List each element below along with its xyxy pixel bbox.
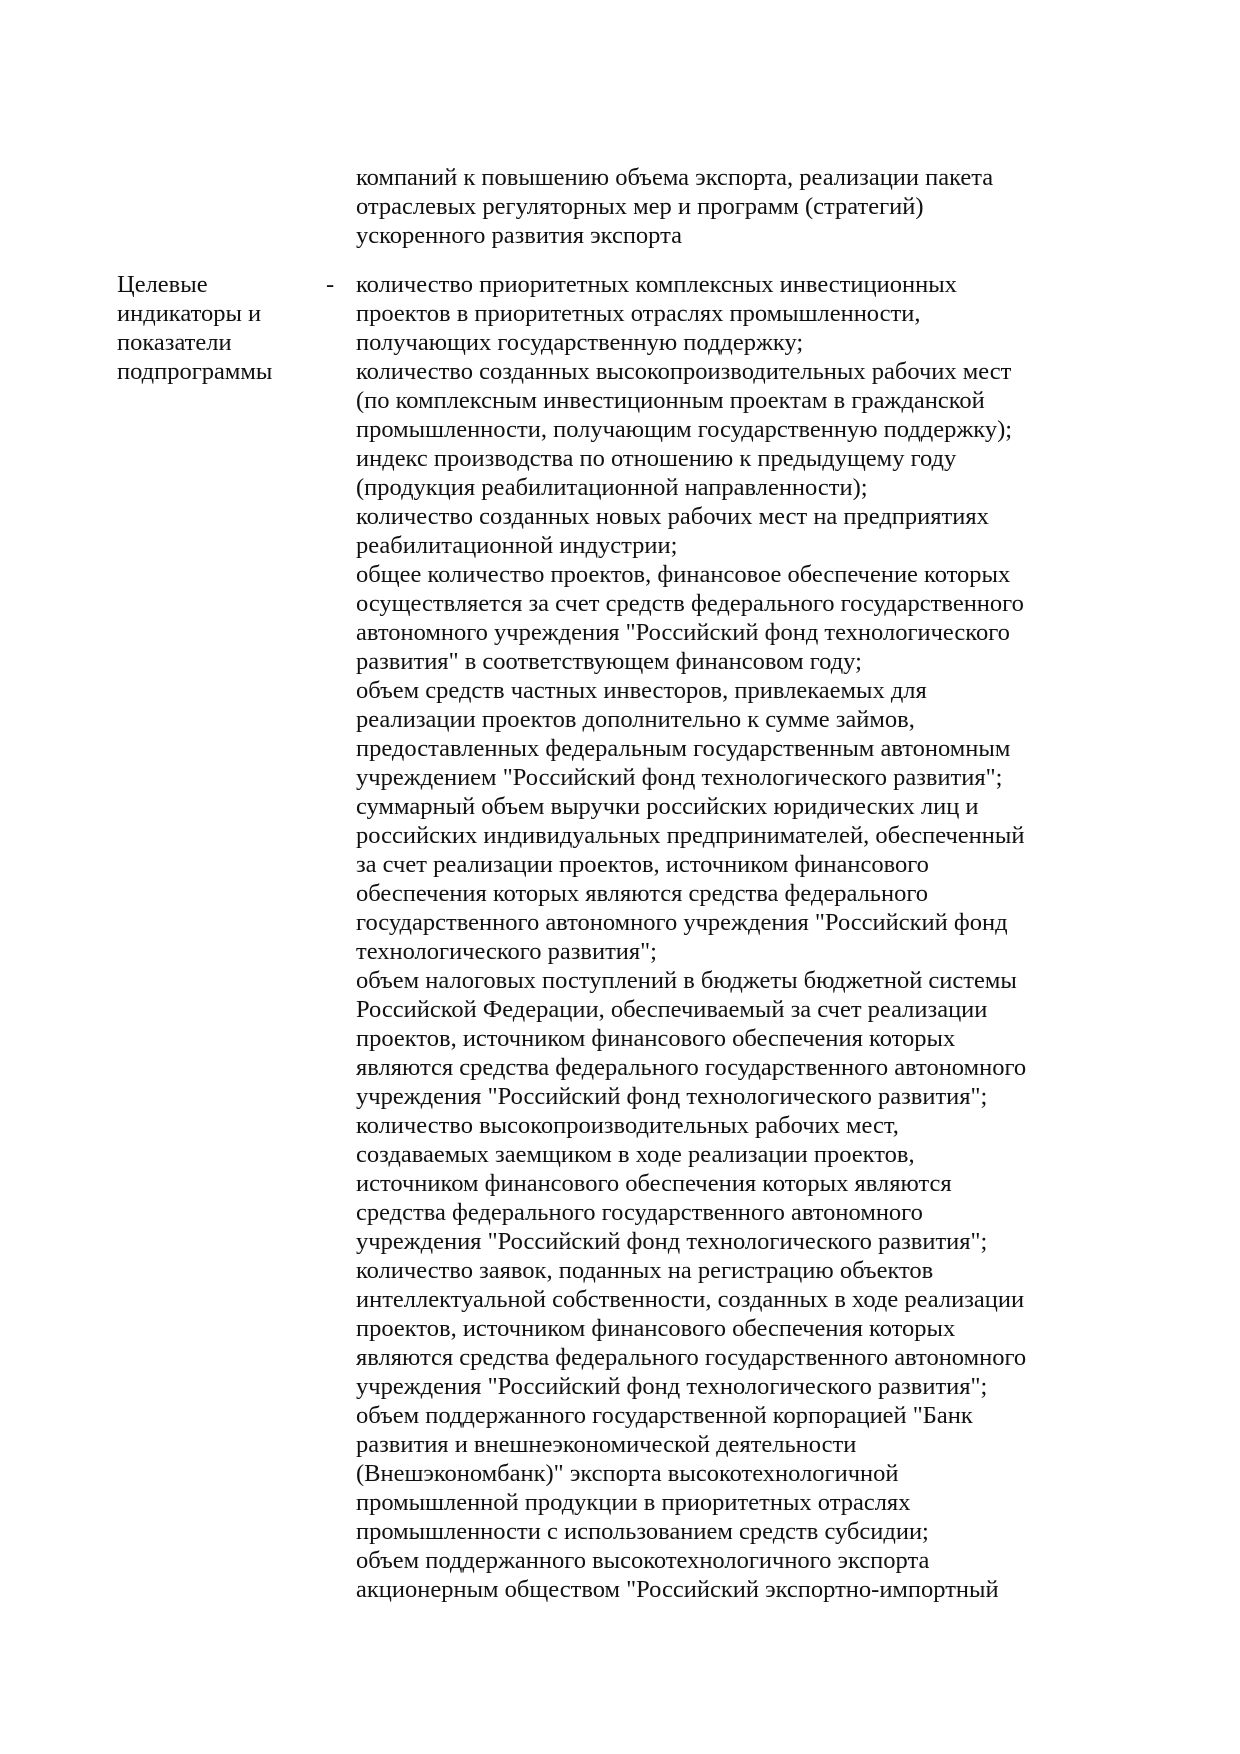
text-line: компаний к повышению объема экспорта, реализации пакета <box>356 164 994 191</box>
content-line: промышленной продукции в приоритетных отраслях <box>356 1489 911 1516</box>
content-line: учреждения "Российский фонд технологического развития"; <box>356 1373 988 1400</box>
content-line: автономного учреждения "Российский фонд технологического <box>356 619 1010 646</box>
content-line: обеспечения которых являются средства федерального <box>356 880 929 907</box>
content-line: количество приоритетных комплексных инвестиционных <box>356 271 957 298</box>
content-line: проектов, источником финансового обеспечения которых <box>356 1025 956 1052</box>
content-line: реализации проектов дополнительно к сумме займов, <box>356 706 915 733</box>
content-line: предоставленных федеральным государственным автономным <box>356 735 1011 762</box>
text-line: отраслевых регуляторных мер и программ (стратегий) <box>356 193 924 220</box>
content-line: учреждения "Российский фонд технологического развития"; <box>356 1083 988 1110</box>
content-line: количество созданных высокопроизводительных рабочих мест <box>356 358 1012 385</box>
content-line: объем поддержанного государственной корпорацией "Банк <box>356 1402 973 1429</box>
content-line: акционерным обществом "Российский экспортно-импортный <box>356 1576 999 1603</box>
content-line: индекс производства по отношению к предыдущему году <box>356 445 957 472</box>
content-line: являются средства федерального государственного автономного <box>356 1344 1027 1371</box>
content-line: интеллектуальной собственности, созданных в ходе реализации <box>356 1286 1025 1313</box>
content-line: промышленности с использованием средств субсидии; <box>356 1518 929 1545</box>
section-label <box>117 270 272 386</box>
continuation-text <box>356 163 993 250</box>
content-line: за счет реализации проектов, источником финансового <box>356 851 929 878</box>
content-line: создаваемых заемщиком в ходе реализации проектов, <box>356 1141 915 1168</box>
content-line: осуществляется за счет средств федерального государственного <box>356 590 1024 617</box>
separator-dash: - <box>326 271 335 298</box>
content-line: Российской Федерации, обеспечиваемый за счет реализации <box>356 996 988 1023</box>
content-line: являются средства федерального государственного автономного <box>356 1054 1027 1081</box>
content-line: суммарный объем выручки российских юридических лиц и <box>356 793 979 820</box>
content-line: количество высокопроизводительных рабочих мест, <box>356 1112 899 1139</box>
text-line: ускоренного развития экспорта <box>356 222 682 249</box>
content-line: реабилитационной индустрии; <box>356 532 678 559</box>
content-line: средства федерального государственного автономного <box>356 1199 923 1226</box>
label-line: подпрограммы <box>117 358 273 385</box>
content-line: (Внешэкономбанк)" экспорта высокотехнологичной <box>356 1460 899 1487</box>
content-line: объем налоговых поступлений в бюджеты бюджетной системы <box>356 967 1017 994</box>
content-line: общее количество проектов, финансовое обеспечение которых <box>356 561 1011 588</box>
content-line: проектов, источником финансового обеспечения которых <box>356 1315 956 1342</box>
content-line: государственного автономного учреждения "Российский фонд <box>356 909 1008 936</box>
content-line: развития и внешнеэкономической деятельности <box>356 1431 857 1458</box>
label-line: индикаторы и <box>117 300 262 327</box>
content-line: получающих государственную поддержку; <box>356 329 804 356</box>
content-line: промышленности, получающим государственную поддержку); <box>356 416 1013 443</box>
content-line: развития" в соответствующем финансовом году; <box>356 648 862 675</box>
content-line: количество созданных новых рабочих мест на предприятиях <box>356 503 989 530</box>
content-line: источником финансового обеспечения которых являются <box>356 1170 952 1197</box>
content-line: объем поддержанного высокотехнологичного экспорта <box>356 1547 930 1574</box>
content-line: (продукция реабилитационной направленности); <box>356 474 868 501</box>
content-line: (по комплексным инвестиционным проектам в гражданской <box>356 387 985 414</box>
content-line: учреждением "Российский фонд технологического развития"; <box>356 764 1003 791</box>
label-line: Целевые <box>117 271 208 298</box>
content-line: технологического развития"; <box>356 938 657 965</box>
content-line: учреждения "Российский фонд технологического развития"; <box>356 1228 988 1255</box>
content-line: проектов в приоритетных отраслях промышленности, <box>356 300 921 327</box>
label-line: показатели <box>117 329 232 356</box>
content-line: российских индивидуальных предпринимателей, обеспеченный <box>356 822 1025 849</box>
section-content <box>356 270 1026 1604</box>
content-line: объем средств частных инвесторов, привлекаемых для <box>356 677 927 704</box>
content-line: количество заявок, поданных на регистрацию объектов <box>356 1257 934 1284</box>
